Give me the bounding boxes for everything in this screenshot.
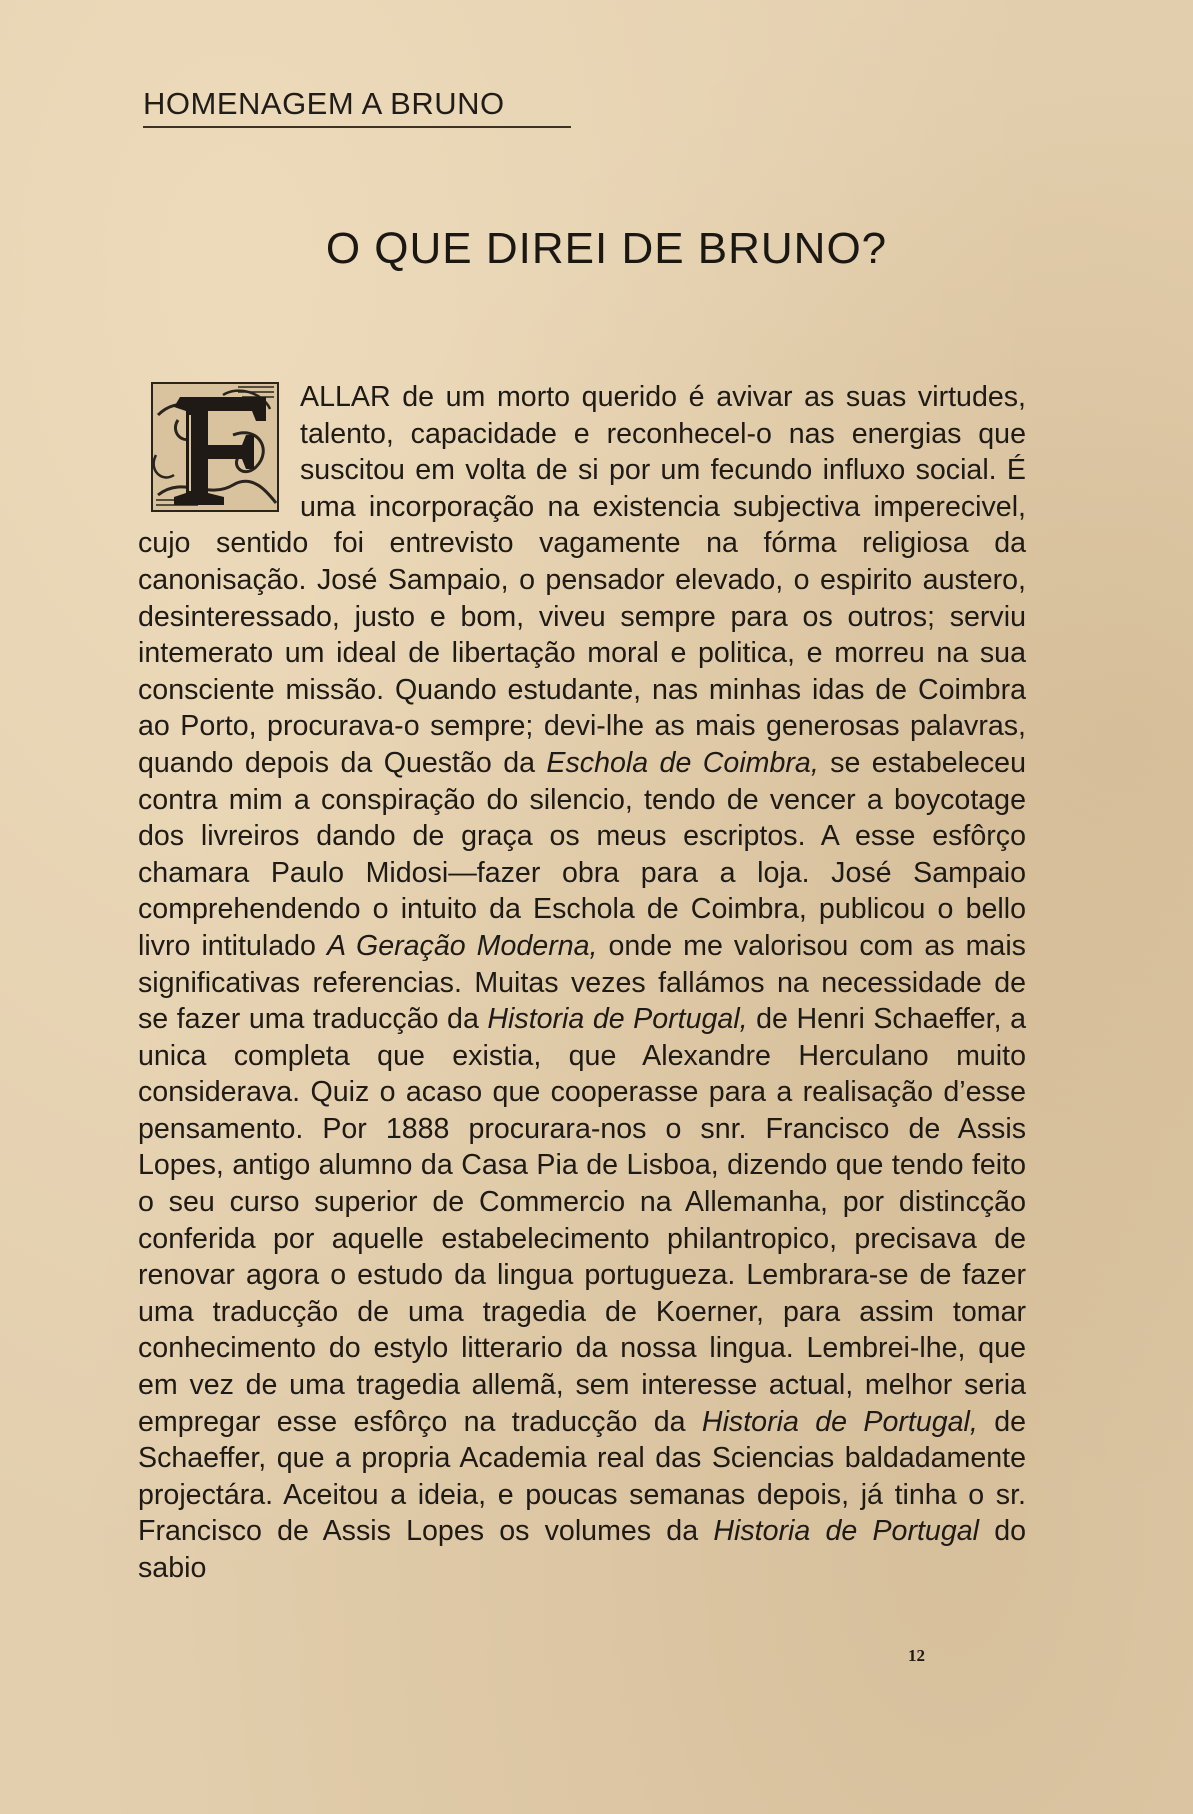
- article-body: [138, 379, 1026, 1587]
- text-run: ALLAR de um morto querido é avivar as suas virtudes, talento, capacidade e reconhecel-o nas energias que suscitou em volta de si por um fecundo influxo social. É uma incorporação na existencia subjectiva imperecivel, cujo sentido foi entrevisto vagamente na fórma religiosa da canonisação. José Sampaio, o pensador elevado, o espirito austero, desinteressado, justo e bom, viveu sempre para os outros; serviu intemerato um ideal de libertação moral e politica, e morreu na sua consciente missão. Quando estudante, nas minhas idas de Coimbra ao Porto, procurava-o sempre; devi-lhe as mais generosas palavras, quando depois da Questão da: [138, 381, 1026, 779]
- text-run: de Henri Schaeffer, a unica completa que existia, que Alexandre Herculano muito considerava. Quiz o acaso que cooperasse para a realisação d’esse pensamento. Por 1888 procurara-nos o snr. Francisco de Assis Lopes, antigo alumno da Casa Pia de Lisboa, dizendo que tendo feito o seu curso superior de Commercio na Allemanha, por distincção conferida por aquelle estabelecimento philantropico, precisava de renovar agora o estudo da lingua portugueza. Lembrara-se de fazer uma traducção de uma tragedia de Koerner, para assim tomar conhecimento do estylo litterario da nossa lingua. Lembrei-lhe, que em vez de uma tragedia allemã, sem interesse actual, melhor seria empregar esse esfôrço na traducção da: [138, 1003, 1026, 1438]
- text-run: onde me valorisou com as mais significativas referencias. Muitas vezes fallámos na necessidade de se fazer uma traducção da: [138, 929, 1026, 1036]
- italic-title: Eschola de Coimbra,: [546, 746, 819, 779]
- text-run: do sabio: [138, 1515, 1026, 1584]
- article-title: O QUE DIREI DE BRUNO?: [325, 224, 888, 273]
- text-run: se estabeleceu contra mim a conspiração do silencio, tendo de vencer a boycotage dos livreiros dando de graça os meus escriptos. A esse esfôrço chamara Paulo Midosi—fazer obra para a loja. José Sampaio comprehendendo o intuito da Eschola de Coimbra, publicou o bello livro intitulado: [138, 746, 1026, 962]
- running-header: HOMENAGEM A BRUNO: [143, 86, 571, 128]
- text-run: de Schaeffer, que a propria Academia real das Sciencias baldadamente projectára. Aceitou a ideia, e poucas semanas depois, já tinha o sr. Francisco de Assis Lopes os volumes da: [138, 1405, 1026, 1548]
- italic-title: Historia de Portugal,: [487, 1003, 748, 1036]
- decorated-initial: [138, 375, 288, 523]
- page-number: 12: [908, 1646, 925, 1665]
- italic-title: Historia de Portugal,: [701, 1405, 978, 1438]
- article-paragraph: [138, 379, 1026, 1587]
- italic-title: Historia de Portugal: [713, 1515, 979, 1548]
- italic-title: A Geração Moderna,: [326, 929, 598, 962]
- decorated-initial-f-icon: [138, 375, 288, 523]
